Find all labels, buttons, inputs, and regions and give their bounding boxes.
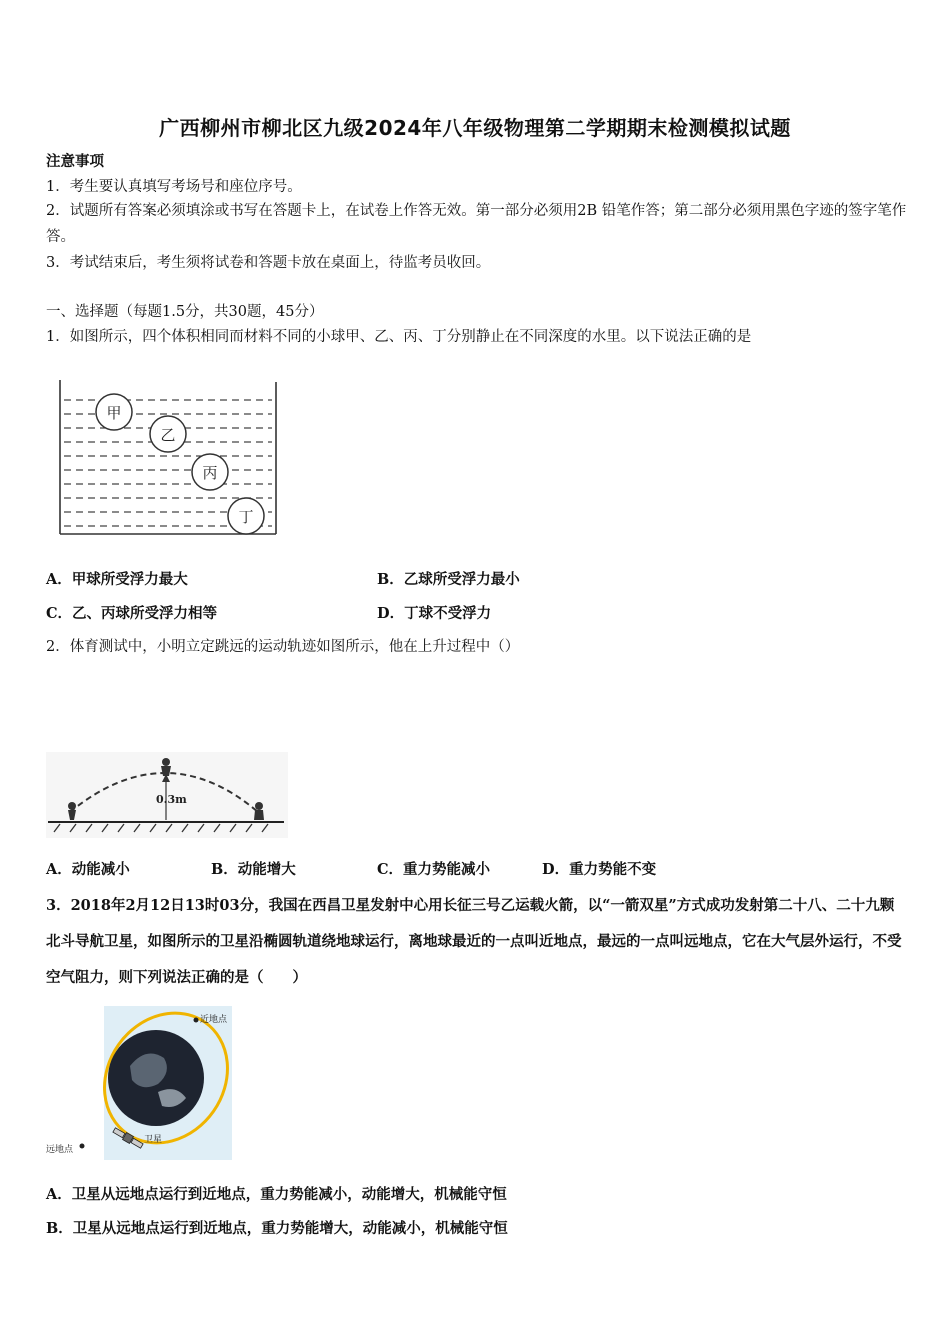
perigee-dot bbox=[194, 1018, 199, 1023]
notice-item-2: 2．试题所有答案必须填涂或书写在答题卡上，在试卷上作答无效。第一部分必须用2B 铅笔作答；第二部分必须用黑色字迹的签字笔作答。 bbox=[46, 203, 907, 245]
q1-option-b: B．乙球所受浮力最小 bbox=[377, 571, 520, 588]
ball-label-jia: 甲 bbox=[106, 404, 122, 422]
jumper-top bbox=[161, 758, 171, 776]
q2-option-c: C．重力势能减小 bbox=[377, 861, 491, 878]
q3-option-a: A．卫星从远地点运行到近地点，重力势能减小，动能增大，机械能守恒 bbox=[46, 1186, 507, 1203]
q1-option-d: D．丁球不受浮力 bbox=[377, 605, 492, 622]
notice-item-3: 3．考试结束后，考生须将试卷和答题卡放在桌面上，待监考员收回。 bbox=[46, 255, 491, 271]
page-title: 广西柳州市柳北区九级2024年八年级物理第二学期期末检测模拟试题 bbox=[159, 116, 791, 140]
q1-option-c: C．乙、丙球所受浮力相等 bbox=[46, 605, 218, 622]
ball-label-ding: 丁 bbox=[238, 508, 254, 526]
q2-jump-figure bbox=[46, 752, 288, 838]
q2-option-a: A．动能减小 bbox=[46, 861, 130, 878]
notice-heading: 注意事项 bbox=[46, 153, 104, 170]
ball-label-yi: 乙 bbox=[160, 426, 176, 444]
q2-option-d: D．重力势能不变 bbox=[542, 861, 657, 878]
satellite-label: 卫星 bbox=[144, 1135, 163, 1145]
q2-option-b: B．动能增大 bbox=[211, 861, 296, 878]
q3-stem: 3．2018年2月12日13时03分，我国在西昌卫星发射中心用长征三号乙运载火箭，以“一箭双星”方式成功发射第二十八、二十九颗北斗导航卫星，如图所示的卫星沿椭圆轨道绕地球运行，离地球最近的一点叫近地点，最远的一点叫远地点，它在大气层外运行，不受空气阻力，则下列说法正确的是（ ） bbox=[46, 897, 902, 986]
section-heading: 一、选择题（每题1.5分，共30题，45分） bbox=[46, 304, 324, 320]
q1-stem: 1．如图所示，四个体积相同而材料不同的小球甲、乙、丙、丁分别静止在不同深度的水里。以下说法正确的是 bbox=[46, 329, 752, 345]
jumper-end bbox=[254, 802, 264, 820]
apogee-label: 远地点 bbox=[46, 1145, 74, 1155]
height-label: 0.3m bbox=[156, 793, 187, 806]
ball-label-bing: 丙 bbox=[202, 464, 218, 482]
q1-option-a: A．甲球所受浮力最大 bbox=[46, 571, 188, 588]
perigee-label: 近地点 bbox=[200, 1015, 228, 1025]
apogee-dot bbox=[80, 1144, 85, 1149]
q2-stem: 2．体育测试中，小明立定跳远的运动轨迹如图所示，他在上升过程中（） bbox=[46, 639, 520, 655]
q1-water-figure bbox=[56, 378, 282, 538]
notice-item-1: 1．考生要认真填写考场号和座位序号。 bbox=[46, 179, 302, 195]
q3-option-b: B．卫星从远地点运行到近地点，重力势能增大，动能减小，机械能守恒 bbox=[46, 1220, 508, 1237]
q3-orbit-figure bbox=[46, 1006, 232, 1160]
